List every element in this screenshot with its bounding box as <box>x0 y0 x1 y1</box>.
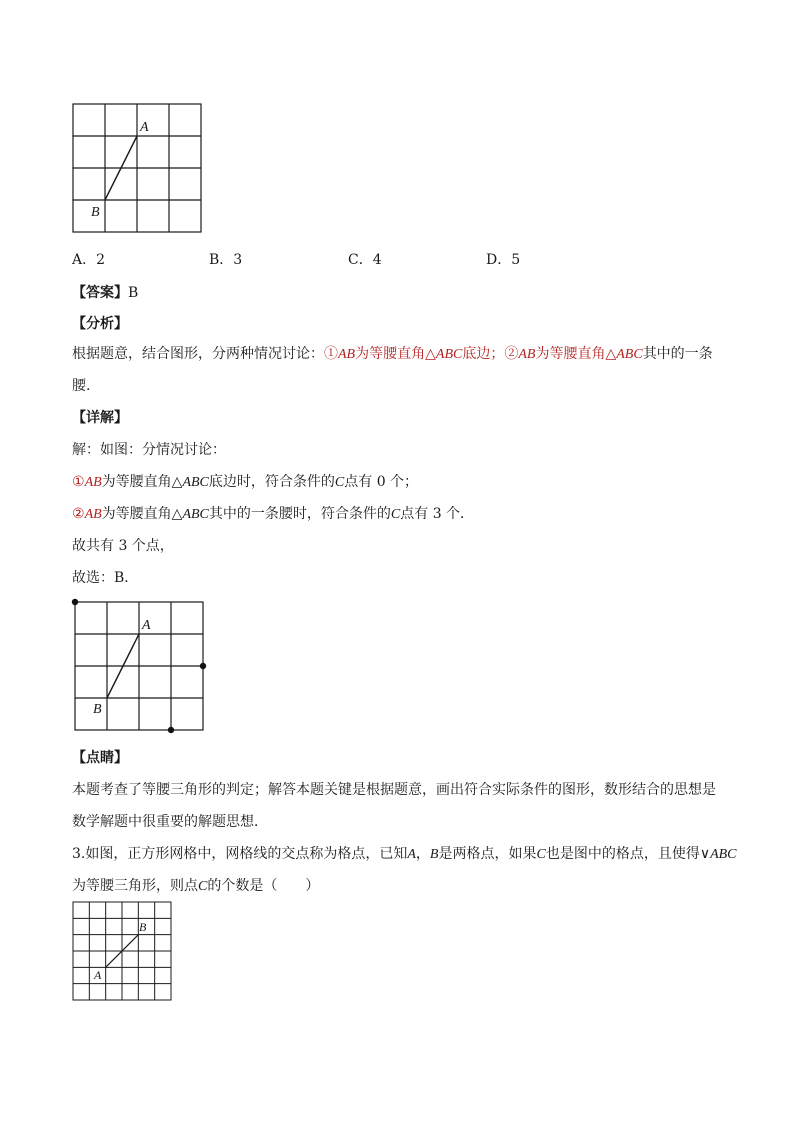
grid-point-c3 <box>168 727 174 733</box>
detail-line-1: 解：如图：分情况讨论： <box>72 442 226 458</box>
comment-tag: 【点睛】 <box>72 750 128 766</box>
point-b-label: B <box>93 702 102 717</box>
detail-total: 故共有 3 个点， <box>72 538 174 554</box>
question-3-line-2: 为等腰三角形，则点C的个数是（ ） <box>72 878 320 894</box>
detail-case-1: ①AB为等腰直角△ABC底边时，符合条件的C点有 0 个； <box>72 474 419 490</box>
detail-tag: 【详解】 <box>72 410 128 426</box>
analysis-line-1: 根据题意，结合图形，分两种情况讨论：①AB为等腰直角△ABC底边；②AB为等腰直角△ABC其中的一条 <box>72 346 713 362</box>
analysis-tag: 【分析】 <box>72 316 128 332</box>
option-a: A．2 <box>72 252 106 268</box>
option-d: D．5 <box>486 252 521 268</box>
analysis-text: 根据题意，结合图形，分两种情况讨论： <box>72 346 324 362</box>
answer-line <box>72 283 138 303</box>
comment-line-1: 本题考查了等腰三角形的判定；解答本题关键是根据题意，画出符合实际条件的图形，数形结合的思想是 <box>72 782 716 798</box>
detail-case-2: ②AB为等腰直角△ABC其中的一条腰时，符合条件的C点有 3 个． <box>72 506 475 522</box>
answer-tag: 【答案】 <box>72 285 128 301</box>
grid-point-c1 <box>72 599 78 605</box>
option-b: B．3 <box>209 252 243 268</box>
analysis-line-2: 腰. <box>72 378 91 394</box>
grid-figure-1 <box>72 103 204 235</box>
grid-figure-2 <box>72 599 208 733</box>
answer-value: B <box>128 285 139 301</box>
grid-point-c2 <box>200 663 206 669</box>
point-a-label: A <box>94 968 102 982</box>
option-c: C．4 <box>348 252 382 268</box>
analysis-case-1: ①AB为等腰直角△ABC <box>324 346 463 362</box>
grid-figure-3 <box>72 901 174 1003</box>
point-b-label: B <box>139 920 147 934</box>
point-a-label: A <box>142 618 151 633</box>
question-3-line-1: 3.如图，正方形网格中，网格线的交点称为格点，已知A，B是两格点，如果C也是图中的格点，且使得∨ABC <box>72 846 737 862</box>
comment-line-2: 数学解题中很重要的解题思想． <box>72 814 268 830</box>
point-a-label: A <box>140 120 149 135</box>
detail-choice: 故选：B． <box>72 570 139 586</box>
point-b-label: B <box>91 205 100 220</box>
